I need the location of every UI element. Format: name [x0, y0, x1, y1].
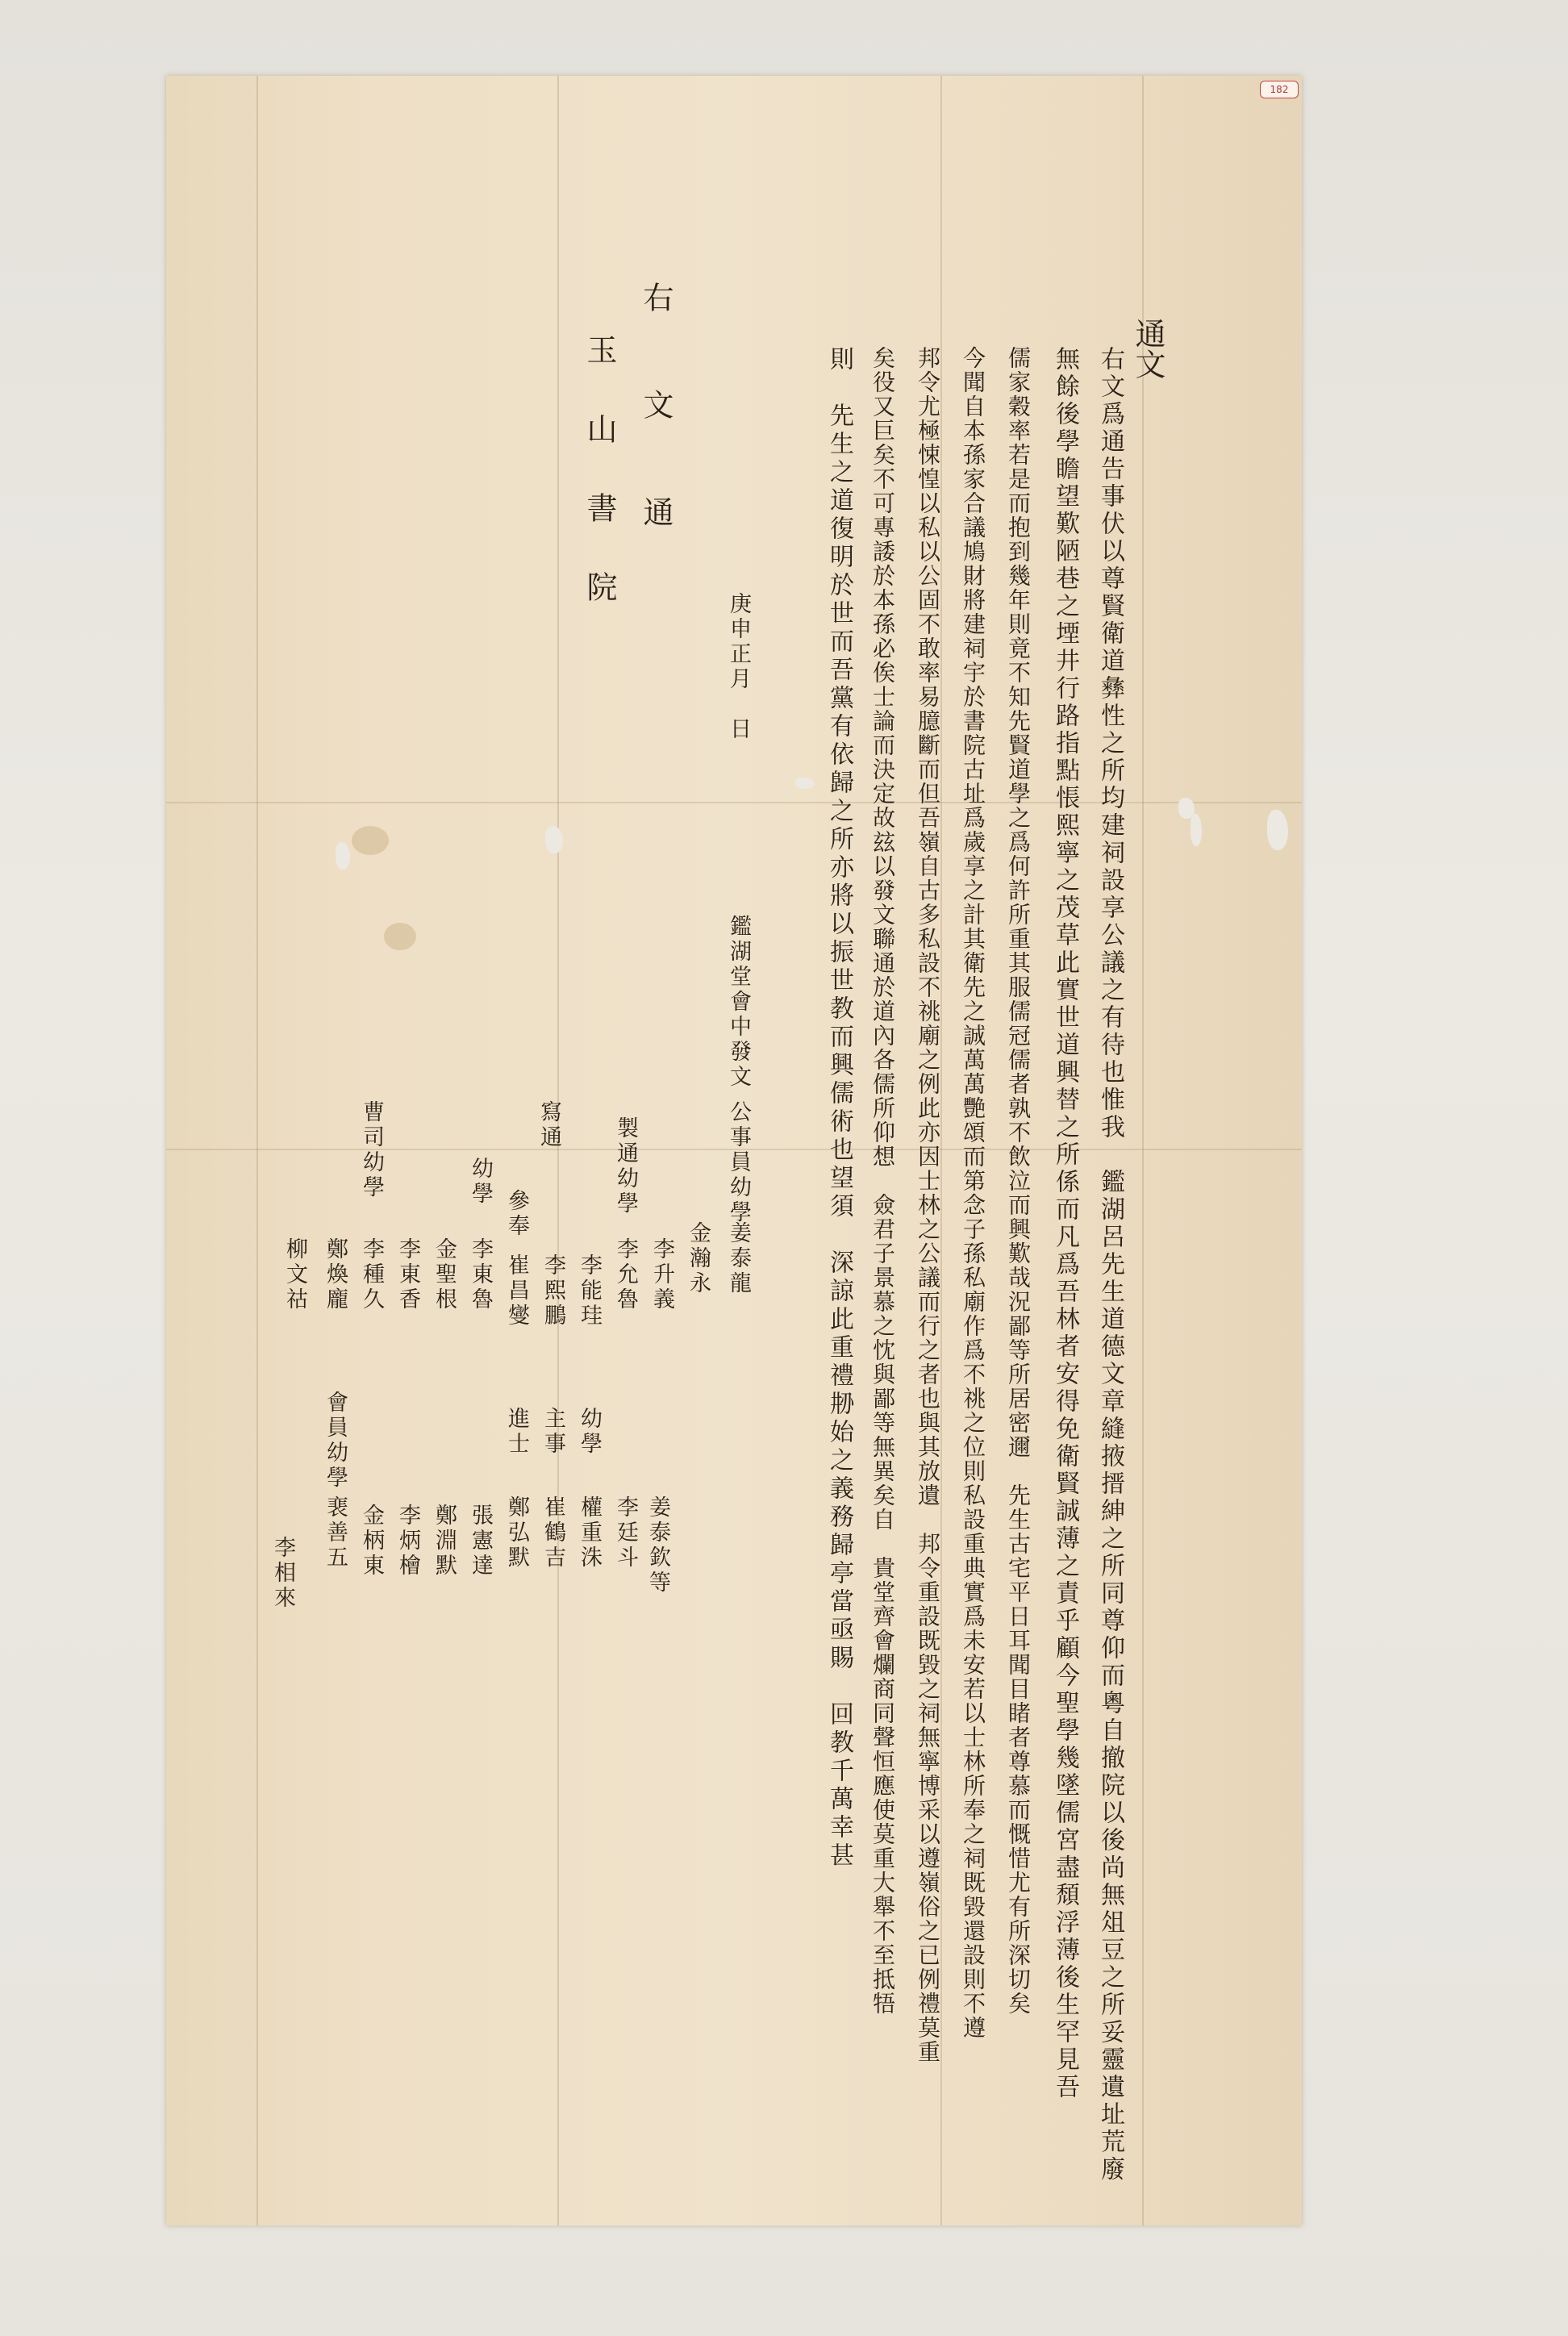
- signature-name: 金瀚永: [686, 1221, 711, 1296]
- signature-role: 曹司幼學: [359, 1100, 384, 1200]
- signature-name: 鄭淵默: [432, 1504, 457, 1579]
- body-text-line: 右文爲通告事伏以尊賢衛道彝性之所均建祠設享公議之有待也惟我 鑑湖呂先生道德文章縫掖搢紳之所同尊仰而粵自撤院以後尚無俎豆之所妥靈遺址荒廢: [1096, 346, 1124, 2184]
- signature-name: 李種久: [359, 1237, 384, 1312]
- body-text-line: 儒家穀率若是而抱到幾年則竟不知先賢道學之爲何許所重其服儒冠儒者孰不飲泣而興歎哉況鄙等所居密邇 先生古宅平日耳聞目睹者尊慕而慨惜尤有所深切矣: [1005, 346, 1032, 2016]
- signature-role: 會員幼學: [323, 1391, 348, 1491]
- fold-line: [1142, 76, 1144, 2225]
- paper-hole: [336, 842, 350, 870]
- signature-name: 李相來: [270, 1536, 295, 1611]
- signature-name: 李東魯: [468, 1237, 493, 1312]
- signature-name: 金聖根: [432, 1237, 457, 1312]
- fold-line: [166, 802, 1302, 803]
- fold-line: [256, 76, 258, 2225]
- signature-name: 柳文祜: [282, 1237, 307, 1312]
- addressee-name: 玉山書院: [582, 334, 617, 650]
- archive-reference-tag: 182: [1260, 81, 1299, 98]
- paper-stain: [384, 923, 416, 950]
- signature-name: 張憲達: [468, 1504, 493, 1579]
- document-sheet: [166, 76, 1302, 2225]
- signature-name: 崔昌燮: [504, 1254, 529, 1329]
- signature-name: 裵善五: [323, 1495, 348, 1571]
- fold-line: [557, 76, 559, 2225]
- paper-hole: [795, 778, 815, 789]
- body-text-line: 矣役又巨矣不可專諉於本孫必俟士論而決定故玆以發文聯通於道內各儒所仰想 僉君子景慕之忱與鄙等無異矣自 貴堂齊會爛商同聲恒應使莫重大舉不至抵牾: [869, 346, 896, 2016]
- body-text-line: 無餘後學瞻望歎陋巷之堙井行路指點悵熙寧之茂草此實世道興替之所係而凡爲吾林者安得免衛賢誠薄之責乎顧今聖學幾墜儒宮盡頹浮薄後生罕見吾: [1051, 346, 1079, 2101]
- paper-hole: [1267, 810, 1288, 850]
- signature-name: 李廷斗: [613, 1495, 638, 1571]
- signature-role: 寫通: [536, 1100, 561, 1150]
- signature-role: 幼學: [577, 1407, 602, 1457]
- signature-name: 李升義: [649, 1237, 674, 1312]
- signature-role: 參奉: [504, 1189, 529, 1239]
- signature-name: 李炳檜: [395, 1504, 420, 1579]
- addressee-line: 右文通: [638, 282, 673, 603]
- signature-name: 鄭煥龐: [323, 1237, 348, 1312]
- signature-role: 主事: [540, 1407, 565, 1457]
- signature-name: 姜泰欽等: [645, 1495, 670, 1596]
- signature-name: 姜泰龍: [726, 1221, 751, 1296]
- signature-role: 公事員幼學: [726, 1100, 751, 1225]
- signature-name: 鄭弘默: [504, 1495, 529, 1571]
- date-line: 庚申正月 日: [726, 592, 751, 742]
- document-heading: 通文: [1130, 318, 1166, 379]
- body-text-line: 邦令尤極悚惶以私以公固不敢率易臆斷而但吾嶺自古多私設不祧廟之例此亦因士林之公議而行之者也與其放遺 邦令重設既毀之祠無寧博采以遵嶺俗之已例禮莫重: [915, 346, 941, 2064]
- signature-role: 製通幼學: [613, 1116, 638, 1216]
- signature-name: 金柄東: [359, 1504, 384, 1579]
- signature-name: 李東香: [395, 1237, 420, 1312]
- signature-name: 李允魯: [613, 1237, 638, 1312]
- signature-name: 權重洙: [577, 1495, 602, 1571]
- body-text-line: 今聞自本孫家合議鳩財將建祠宇於書院古址爲歲享之計其衛先之誠萬萬艷頌而第念子孫私廟作爲不祧之位則私設重典實爲未安若以士林所奉之祠既毀還設則不遵: [960, 346, 986, 2040]
- issuer-line: 鑑湖堂會中發文: [726, 915, 751, 1090]
- signature-role: 進士: [504, 1407, 529, 1457]
- signature-name: 崔鶴吉: [540, 1495, 565, 1571]
- signature-name: 李熙鵬: [540, 1254, 565, 1329]
- paper-stain: [352, 826, 389, 855]
- signature-name: 李能珪: [577, 1254, 602, 1329]
- signature-role: 幼學: [468, 1157, 493, 1207]
- paper-hole: [545, 826, 563, 853]
- paper-hole: [1191, 814, 1202, 846]
- body-text-line: 則 先生之道復明於世而吾黨有依歸之所亦將以振世教而興儒術也望須 深諒此重禮刱始之義務歸亭當亟賜 回教千萬幸甚: [825, 346, 853, 1871]
